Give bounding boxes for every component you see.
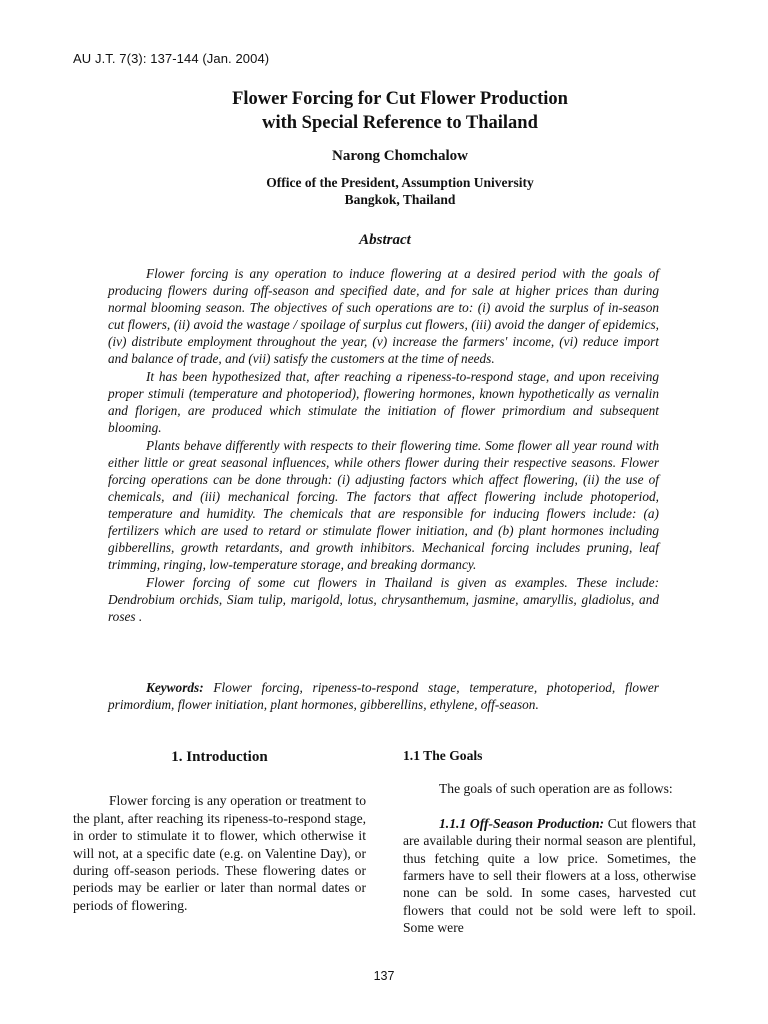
paper-title-line-2: with Special Reference to Thailand [262,113,538,133]
introduction-heading: 1. Introduction [171,749,268,765]
author-affiliation [140,174,660,208]
abstract-paragraph: Plants behave differently with respects to their flowering time. Some flower all year round with either little or great seasonal influences, while others flower during their respective seasons. Flower forcing operations can be done through: (i) adjusting factors which affect flowering, (ii) the use of chemicals, and (iii) mechanical forcing. The factors that affect flowering include photoperiod, temperature and humidity. The chemicals that are responsible for inducing flowers include: (a) fertilizers which are used to retard or stimulate flower initiation, and (b) plant hormones including gibberellins, growth retardants, and growth inhibitors. Mechanical forcing includes pruning, leaf trimming, ringing, low-temperature storage, and breaking dormancy. [108,438,659,572]
affiliation-line-2: Bangkok, Thailand [344,192,456,207]
left-column [73,747,366,931]
affiliation-line-1: Office of the President, Assumption University [266,175,534,190]
abstract-paragraph: Flower forcing of some cut flowers in Thailand is given as examples. These include: Dendrobium orchids, Siam tulip, marigold, lotus, chrysanthemum, jasmine, amaryllis, gladiolus, and roses . [108,575,659,624]
keywords [108,679,659,713]
introduction-paragraph: Flower forcing is any operation or treatment to the plant, after reaching its ripeness-to-respond stage, in order to stimulate it to flower, which otherwise it will not, at a specific date (e.g. on Valentine Day), or during off-season periods. These flowering dates or periods may be earlier or later than normal dates or periods of flowering. [73,793,366,913]
paper-title [140,87,660,135]
paper-title-line-1: Flower Forcing for Cut Flower Production [232,89,568,109]
author-name: Narong Chomchalow [332,148,468,164]
off-season-subheading: 1.1.1 Off-Season Production: [439,815,605,831]
abstract-body [108,265,659,626]
journal-reference: AU J.T. 7(3): 137-144 (Jan. 2004) [73,51,270,66]
page-number: 137 [373,969,395,983]
abstract-paragraph: It has been hypothesized that, after reaching a ripeness-to-respond stage, and upon receiving proper stimuli (temperature and photoperiod), flowering hormones, known hypothetically as vernalin and florigen, are produced which stimulate the initiation of flower primordium and subsequent blooming. [108,369,659,435]
off-season-paragraph [403,815,696,937]
keywords-label: Keywords: [146,680,204,695]
goals-heading: 1.1 The Goals [403,748,483,763]
right-column [403,747,696,954]
goals-intro-paragraph: The goals of such operation are as follows: [439,781,673,797]
abstract-heading: Abstract [359,232,411,248]
keywords-text: Flower forcing, ripeness-to-respond stage, temperature, photoperiod, flower primordium, flower initiation, plant hormones, gibberellins, ethylene, off-season. [108,680,659,712]
abstract-paragraph: Flower forcing is any operation to induce flowering at a desired period with the goals of producing flowers during off-season and specified date, and for sale at higher prices than during normal blooming season. The objectives of such operations are to: (i) avoid the surplus of in-season cut flowers, (ii) avoid the wastage / spoilage of surplus cut flowers, (iii) avoid the danger of epidemics, (iv) distribute employment throughout the year, (v) increase the farmers' income, (vi) reduce import and balance of trade, and (vii) satisfy the customers at the time of needs. [108,266,659,366]
off-season-text: Cut flowers that are available during their normal season are plentiful, thus fetching quite a low price. Sometimes, the farmers have to sell their flowers at a loss, otherwise none can be sold. In some cases, harvested cut flowers that could not be sold were left to spoil. Some were [403,815,696,936]
